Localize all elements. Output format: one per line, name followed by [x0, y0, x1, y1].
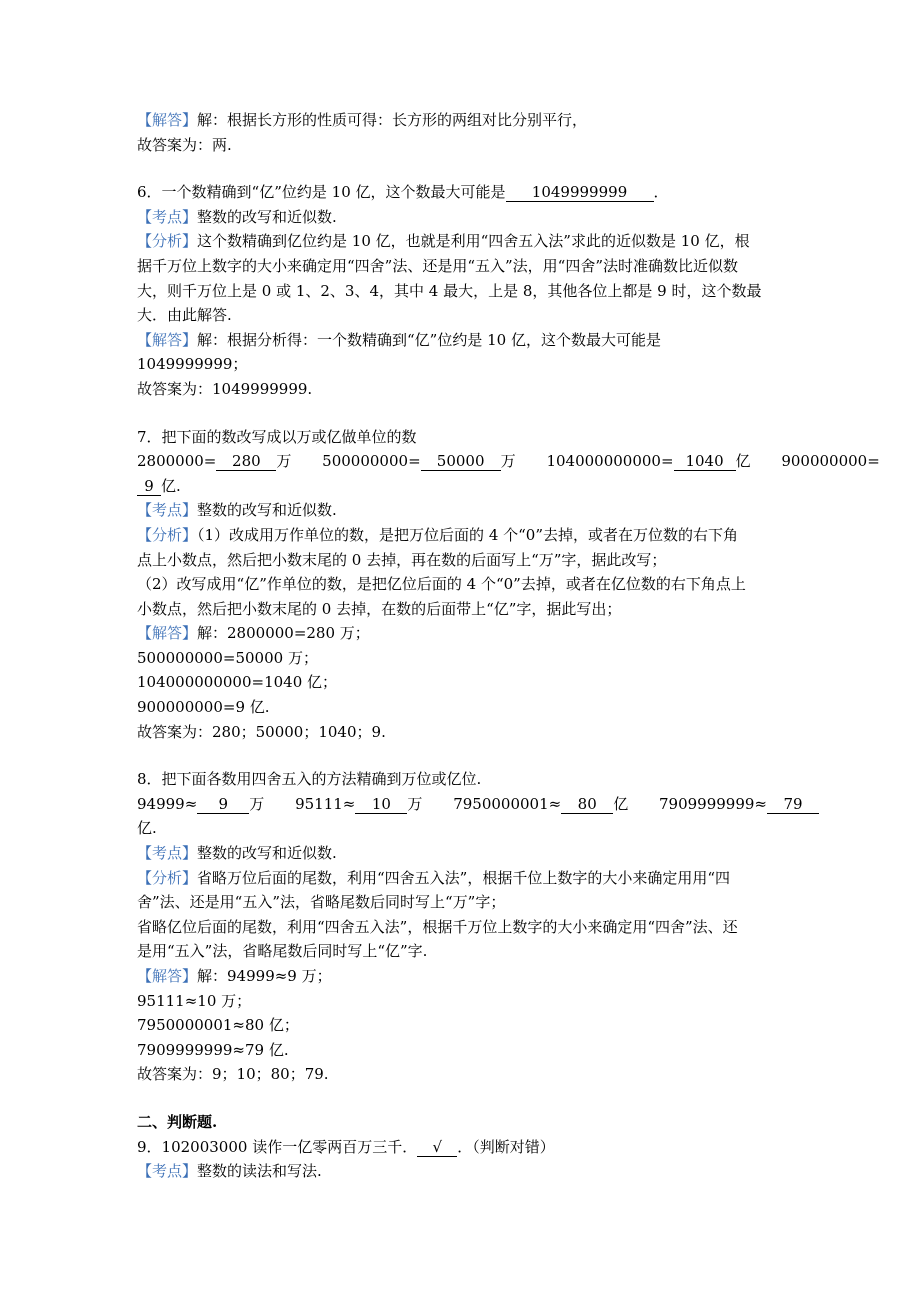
q8-answer-1: 【解答】解：94999≈9 万；	[137, 967, 332, 985]
q8-answer-4: 7909999999≈79 亿.	[137, 1040, 289, 1059]
q5-answer-line: 【解答】解：根据长方形的性质可得：长方形的两组对比分别平行，	[137, 111, 588, 129]
q7-analysis-4: 小数点，然后把小数末尾的 0 去掉，在数的后面带上“亿”字，据此写出；	[137, 599, 622, 618]
q9-kaodian: 【考点】整数的读法和写法.	[137, 1162, 322, 1181]
q7-items: 2800000= 280 万 500000000= 50000 万 104000000000= 1040 亿 900000000=	[137, 452, 880, 471]
q6-analysis-4: 大．由此解答.	[137, 306, 232, 325]
q6-analysis-1: 【分析】这个数精确到亿位约是 10 亿，也就是利用“四舍五入法”求此的近似数是 10 亿，根	[137, 232, 750, 251]
q8-blank-2: 10	[355, 795, 407, 814]
q8-conclusion: 故答案为：9；10；80；79.	[137, 1065, 329, 1084]
q6-conclusion: 故答案为：1049999999.	[137, 379, 313, 398]
q8-answer-2: 95111≈10 万；	[137, 991, 252, 1010]
q8-analysis-1: 【分析】省略万位后面的尾数，利用“四舍五入法”，根据千位上数字的大小来确定用用“四	[137, 868, 731, 887]
q9-blank: √	[417, 1138, 457, 1157]
answer-tag: 【解答】	[137, 330, 198, 349]
fenxi-tag: 【分析】	[137, 525, 198, 544]
q8-kaodian: 【考点】整数的改写和近似数.	[137, 844, 337, 863]
answer-tag: 【解答】	[137, 967, 198, 985]
kaodian-tag: 【考点】	[137, 207, 198, 226]
q7-answer-1: 【解答】解：2800000=280 万；	[137, 624, 370, 643]
q7-answer-3: 104000000000=1040 亿；	[137, 673, 338, 692]
q8-answer-3: 7950000001≈80 亿；	[137, 1016, 299, 1035]
q8-blank-4: 79	[767, 795, 819, 814]
q8-question: 8．把下面各数用四舍五入的方法精确到万位或亿位.	[137, 770, 482, 789]
q8-items: 94999≈ 9 万 95111≈ 10 万 7950000001≈ 80 亿 7909999999≈ 79	[137, 792, 817, 817]
q7-kaodian: 【考点】整数的改写和近似数.	[137, 501, 337, 520]
q9-question: 9．102003000 读作一亿零两百万三千． √ ．（判断对错）	[137, 1137, 555, 1156]
q7-blank-2: 50000	[421, 452, 501, 471]
q8-blank-1: 9	[197, 795, 249, 814]
kaodian-tag: 【考点】	[137, 501, 198, 520]
kaodian-tag: 【考点】	[137, 844, 198, 863]
q6-analysis-3: 大，则千万位上是 0 或 1、2、3、4，其中 4 最大，上是 8，其他各位上都是 9 时，这个数最	[137, 281, 762, 300]
q8-analysis-3: 省略亿位后面的尾数，利用“四舍五入法”，根据千万位上数字的大小来确定用“四舍”法、还	[137, 917, 738, 936]
q6-answer-1: 【解答】解：根据分析得：一个数精确到“亿”位约是 10 亿，这个数最大可能是	[137, 330, 661, 349]
q7-blank-1: 280	[216, 452, 276, 471]
q8-analysis-2: 舍”法、还是用“五入”法，省略尾数后同时写上“万”字；	[137, 893, 506, 912]
q7-blank-3: 1040	[674, 452, 736, 471]
q7-analysis-2: 点上小数点，然后把小数末尾的 0 去掉，再在数的后面写上“万”字，据此改写；	[137, 550, 667, 569]
q6-analysis-2: 据千万位上数字的大小来确定用“四舍”法、还是用“五入”法，用“四舍”法时准确数比近似数	[137, 256, 739, 275]
q8-blank-3: 80	[561, 795, 613, 814]
q7-analysis-3: （2）改写成用“亿”作单位的数，是把亿位后面的 4 个“0”去掉，或者在亿位数的右下角点上	[137, 575, 746, 594]
answer-tag: 【解答】	[137, 111, 198, 129]
q7-answer-4: 900000000=9 亿.	[137, 698, 270, 717]
kaodian-tag: 【考点】	[137, 1162, 198, 1181]
q7-question: 7．把下面的数改写成以万或亿做单位的数	[137, 427, 417, 446]
q7-blank-4: 9	[137, 477, 161, 496]
q8-items-cont: 亿.	[137, 819, 157, 838]
q7-analysis-1: 【分析】（1）改成用万作单位的数，是把万位后面的 4 个“0”去掉，或者在万位数的右下角	[137, 525, 739, 544]
q8-analysis-4: 是用“五入”法，省略尾数后同时写上“亿”字.	[137, 942, 428, 961]
fenxi-tag: 【分析】	[137, 868, 198, 887]
q7-conclusion: 故答案为：280；50000；1040；9.	[137, 722, 386, 741]
q7-items-cont: 9 亿.	[137, 474, 817, 499]
q6-question: 6．一个数精确到“亿”位约是 10 亿，这个数最大可能是 1049999999 ．	[137, 183, 669, 202]
q6-answer-2: 1049999999；	[137, 355, 248, 374]
section-heading: 二、判断题.	[137, 1112, 218, 1131]
q7-answer-2: 500000000=50000 万；	[137, 648, 318, 667]
page-content	[137, 108, 880, 1184]
q6-kaodian: 【考点】整数的改写和近似数.	[137, 207, 337, 226]
q5-conclusion: 故答案为：两.	[137, 135, 232, 154]
fenxi-tag: 【分析】	[137, 232, 198, 251]
answer-tag: 【解答】	[137, 624, 198, 643]
q6-blank: 1049999999	[506, 183, 654, 202]
